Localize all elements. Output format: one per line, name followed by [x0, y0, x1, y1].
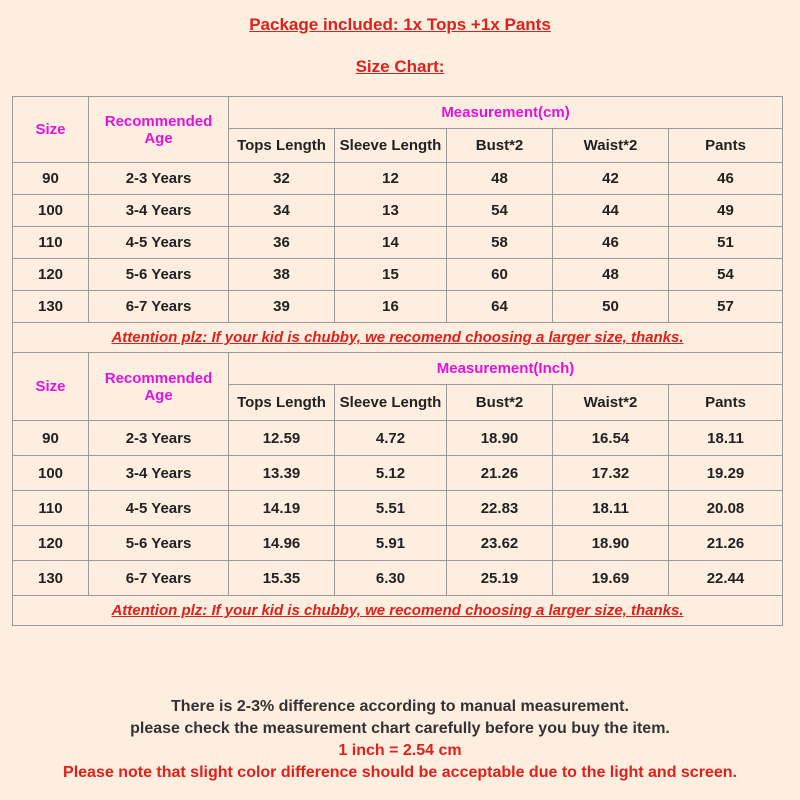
value-cell: 38 [229, 259, 335, 291]
value-cell: 16 [335, 291, 447, 323]
age-cell: 4-5 Years [89, 227, 229, 259]
table-row [13, 456, 783, 491]
size-cell: 130 [13, 291, 89, 323]
table-row [13, 227, 783, 259]
value-cell: 4.72 [335, 421, 447, 456]
value-cell: 57 [669, 291, 783, 323]
column-header: Tops Length [229, 129, 335, 163]
value-cell: 49 [669, 195, 783, 227]
measurement-header: Measurement(Inch) [229, 353, 783, 385]
table-row [13, 195, 783, 227]
value-cell: 13 [335, 195, 447, 227]
age-cell: 5-6 Years [89, 259, 229, 291]
column-header: Waist*2 [553, 129, 669, 163]
value-cell: 12 [335, 163, 447, 195]
attention-row [13, 323, 783, 353]
value-cell: 20.08 [669, 491, 783, 526]
value-cell: 21.26 [669, 526, 783, 561]
size-header: Size [13, 97, 89, 163]
age-cell: 4-5 Years [89, 491, 229, 526]
size-chart-title: Size Chart: [355, 57, 445, 76]
value-cell: 18.90 [447, 421, 553, 456]
value-cell: 15.35 [229, 561, 335, 596]
size-cell: 120 [13, 259, 89, 291]
header-row [13, 353, 783, 385]
value-cell: 32 [229, 163, 335, 195]
value-cell: 5.12 [335, 456, 447, 491]
table-row [13, 491, 783, 526]
size-cell: 110 [13, 227, 89, 259]
value-cell: 15 [335, 259, 447, 291]
value-cell: 39 [229, 291, 335, 323]
column-header: Bust*2 [447, 385, 553, 421]
value-cell: 12.59 [229, 421, 335, 456]
age-cell: 6-7 Years [89, 291, 229, 323]
header-row [13, 97, 783, 129]
value-cell: 5.91 [335, 526, 447, 561]
value-cell: 22.44 [669, 561, 783, 596]
value-cell: 46 [553, 227, 669, 259]
size-cell: 130 [13, 561, 89, 596]
value-cell: 16.54 [553, 421, 669, 456]
check-chart-note: please check the measurement chart carefully before you buy the item. [130, 720, 670, 737]
attention-row [13, 596, 783, 626]
value-cell: 54 [669, 259, 783, 291]
table-row [13, 163, 783, 195]
value-cell: 51 [669, 227, 783, 259]
package-included-title: Package included: 1x Tops +1x Pants [249, 15, 551, 34]
measurement-header: Measurement(cm) [229, 97, 783, 129]
value-cell: 18.90 [553, 526, 669, 561]
value-cell: 18.11 [669, 421, 783, 456]
value-cell: 34 [229, 195, 335, 227]
value-cell: 14.19 [229, 491, 335, 526]
size-chart-table [12, 96, 783, 626]
value-cell: 21.26 [447, 456, 553, 491]
value-cell: 60 [447, 259, 553, 291]
footer-notes [0, 696, 800, 784]
value-cell: 14 [335, 227, 447, 259]
value-cell: 48 [447, 163, 553, 195]
size-cell: 100 [13, 456, 89, 491]
color-difference-note: Please note that slight color difference should be acceptable due to the light and screen. [63, 764, 737, 781]
column-header: Sleeve Length [335, 129, 447, 163]
column-header: Pants [669, 385, 783, 421]
size-cell: 110 [13, 491, 89, 526]
column-header: Bust*2 [447, 129, 553, 163]
value-cell: 44 [553, 195, 669, 227]
age-cell: 5-6 Years [89, 526, 229, 561]
value-cell: 23.62 [447, 526, 553, 561]
column-header: Sleeve Length [335, 385, 447, 421]
size-cell: 90 [13, 421, 89, 456]
value-cell: 19.69 [553, 561, 669, 596]
table-row [13, 291, 783, 323]
value-cell: 58 [447, 227, 553, 259]
value-cell: 5.51 [335, 491, 447, 526]
age-header: Recommended Age [89, 97, 229, 163]
value-cell: 42 [553, 163, 669, 195]
value-cell: 25.19 [447, 561, 553, 596]
measurement-difference-note: There is 2-3% difference according to manual measurement. [171, 698, 629, 715]
table-row [13, 421, 783, 456]
age-header: Recommended Age [89, 353, 229, 421]
value-cell: 46 [669, 163, 783, 195]
age-cell: 3-4 Years [89, 195, 229, 227]
age-cell: 2-3 Years [89, 163, 229, 195]
value-cell: 36 [229, 227, 335, 259]
value-cell: 17.32 [553, 456, 669, 491]
size-header: Size [13, 353, 89, 421]
table-row [13, 259, 783, 291]
value-cell: 22.83 [447, 491, 553, 526]
column-header: Pants [669, 129, 783, 163]
size-cell: 100 [13, 195, 89, 227]
attention-note: Attention plz: If your kid is chubby, we recomend choosing a larger size, thanks. [13, 596, 783, 626]
value-cell: 19.29 [669, 456, 783, 491]
value-cell: 64 [447, 291, 553, 323]
value-cell: 13.39 [229, 456, 335, 491]
value-cell: 18.11 [553, 491, 669, 526]
table-row [13, 526, 783, 561]
table-row [13, 561, 783, 596]
age-cell: 2-3 Years [89, 421, 229, 456]
size-cell: 120 [13, 526, 89, 561]
column-header: Tops Length [229, 385, 335, 421]
value-cell: 50 [553, 291, 669, 323]
value-cell: 14.96 [229, 526, 335, 561]
value-cell: 54 [447, 195, 553, 227]
value-cell: 48 [553, 259, 669, 291]
size-chart-body [13, 97, 783, 626]
column-header: Waist*2 [553, 385, 669, 421]
age-cell: 3-4 Years [89, 456, 229, 491]
attention-note: Attention plz: If your kid is chubby, we recomend choosing a larger size, thanks. [13, 323, 783, 353]
size-cell: 90 [13, 163, 89, 195]
age-cell: 6-7 Years [89, 561, 229, 596]
inch-conversion-note: 1 inch = 2.54 cm [338, 742, 462, 759]
value-cell: 6.30 [335, 561, 447, 596]
